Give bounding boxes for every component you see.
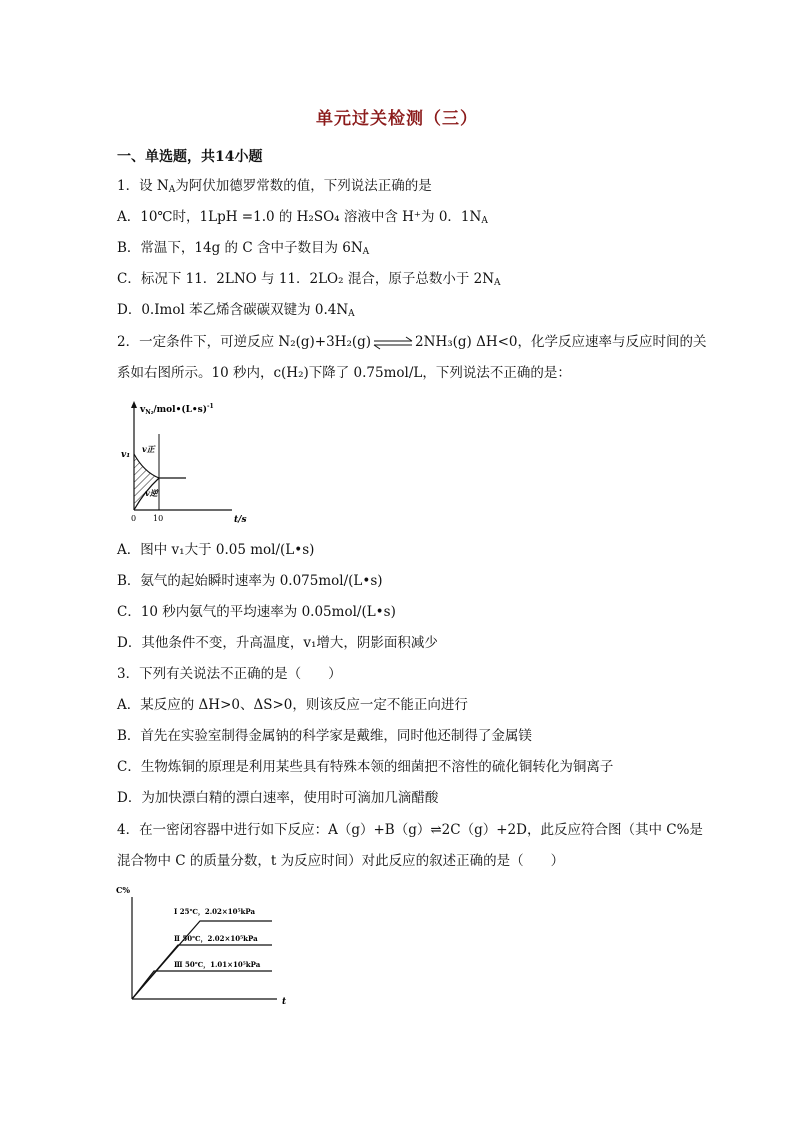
curve-iii-label: Ⅲ 50℃，1.01×10⁵kPa	[174, 960, 261, 969]
q1-option-d: D．0.Imol 苯乙烯含碳碳双键为 $0.4N_A$	[117, 302, 355, 319]
q3-option-c: C．生物炼铜的原理是利用某些具有特殊本领的细菌把不溶性的硫化铜转化为铜离子	[117, 759, 614, 775]
fig1-xlabel: t/s	[234, 515, 247, 525]
q1-option-a: A．10℃时，1LpH =1.0 的 H₂SO₄ 溶液中含 H⁺为 0．$1N_A$	[117, 209, 488, 226]
q4-stem-line1: 4．在一密闭容器中进行如下反应：A（g）+B（g）⇌2C（g）+2D，此反应符合图（其中 C%是	[117, 822, 703, 838]
fig2-ylabel: C%	[116, 885, 130, 895]
q4-stem-line2: 混合物中 C 的质量分数，t 为反应时间）对此反应的叙述正确的是（ ）	[117, 853, 565, 869]
q3-option-d: D．为加快漂白精的漂白速率，使用时可滴加几滴醋酸	[117, 790, 439, 806]
q2-option-a: A．图中 v₁大于 0.05 mol/(L•s)	[117, 542, 315, 558]
page-title: 单元过关检测（三）	[316, 109, 478, 129]
q2-option-c: C．10 秒内氨气的平均速率为 0.05mol/(L•s)	[117, 604, 396, 620]
equilibrium-arrow-icon	[372, 336, 414, 350]
fig1-v1-label: v₁	[121, 450, 131, 460]
fig2-xlabel: t	[282, 997, 287, 1007]
q1-stem: 1．设 $N_A$为阿伏加德罗常数的值，下列说法正确的是	[117, 178, 432, 195]
fig1-x0-label: 0	[131, 514, 137, 523]
q2-stem-line1: 2．一定条件下，可逆反应 N₂(g)+3H₂(g) 2NH₃(g) ΔH<0，化学反应速率与反应时间的关	[117, 334, 707, 350]
rate-time-figure	[112, 398, 262, 526]
fig1-vni-label: v逆	[145, 488, 158, 498]
fig1-vzheng-label: v正	[142, 444, 155, 454]
q2-stem-line2: 系如右图所示。10 秒内，c(H₂)下降了 0.75mol/L，下列说法不正确的是：	[117, 365, 571, 381]
section-heading: 一、单选题，共14小题	[117, 149, 263, 165]
curve-i-label: Ⅰ 25℃，2.02×10⁵kPa	[174, 907, 256, 916]
y-axis-arrow-icon	[131, 401, 137, 408]
q1-option-b: B．常温下，14g 的 C 含中子数目为 $6N_A$	[117, 240, 370, 257]
q2-option-d: D．其他条件不变，升高温度，v₁增大，阴影面积减少	[117, 635, 438, 651]
q3-option-b: B．首先在实验室制得金属钠的科学家是戴维，同时他还制得了金属镁	[117, 728, 532, 744]
fig1-x10-label: 10	[153, 514, 164, 523]
curve-ii-label: Ⅱ 50℃，2.02×10⁵kPa	[174, 934, 258, 943]
q3-stem: 3．下列有关说法不正确的是（ ）	[117, 666, 342, 682]
q3-option-a: A．某反应的 ΔH>0、ΔS>0，则该反应一定不能正向进行	[117, 697, 468, 713]
concentration-time-figure	[112, 883, 297, 1011]
q1-option-c: C．标况下 11．2LNO 与 11．2LO₂ 混合，原子总数小于 $2N_A$	[117, 271, 501, 288]
q2-option-b: B．氨气的起始瞬时速率为 0.075mol/(L•s)	[117, 573, 383, 589]
fig1-ylabel: $v_{N_2}/mol•(L•s)^{-1}$	[140, 403, 214, 416]
